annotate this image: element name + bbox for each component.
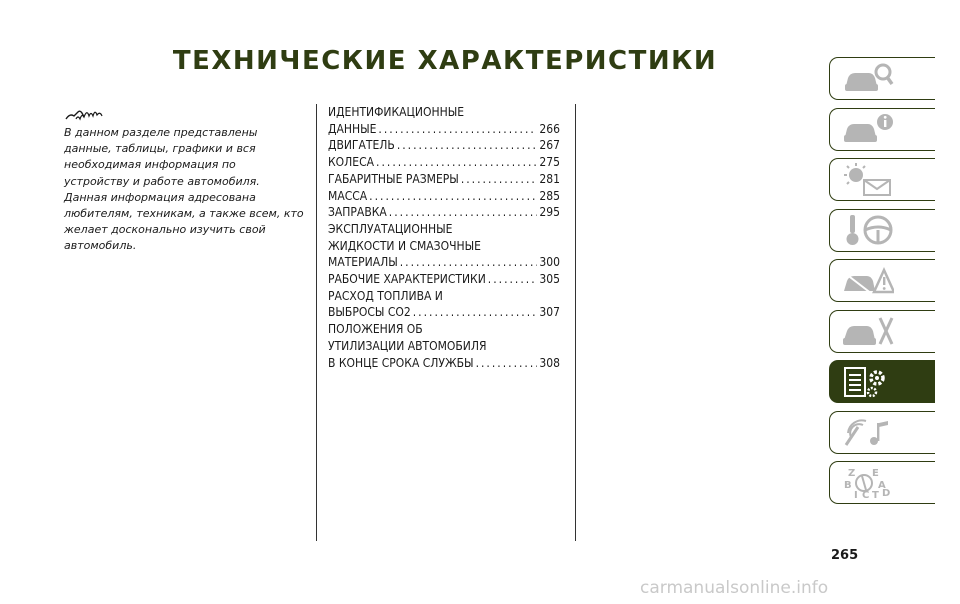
tab-key-steering[interactable] <box>829 209 935 252</box>
toc-dot-leader <box>413 304 538 321</box>
chapter-tabs <box>829 57 935 512</box>
toc-entry[interactable] <box>328 154 560 171</box>
toc-dot-leader <box>397 137 538 154</box>
toc-entry-label-line: ЖИДКОСТИ И СМАЗОЧНЫЕ <box>328 238 481 253</box>
toc-entry[interactable] <box>328 137 560 154</box>
toc-dot-leader <box>400 254 538 271</box>
toc-dot-leader <box>376 154 537 171</box>
toc-entry-label-line: ИДЕНТИФИКАЦИОННЫЕ <box>328 105 465 119</box>
toc-page-number: 308 <box>539 355 560 370</box>
toc-entry-label-line: ЭКСПЛУАТАЦИОННЫЕ <box>328 221 453 236</box>
toc-page-number: 266 <box>539 121 560 136</box>
toc-entry[interactable] <box>328 321 560 371</box>
toc-entry[interactable] <box>328 204 560 221</box>
handwriting-hand-icon <box>64 104 112 122</box>
section-intro-text: В данном разделе представлены данные, таблицы, графики и вся необходимая информация по устройству и работе автомобиля. Данная информация адресована любителям, техникам, а также всем, кто желает досконально изучить свой автомобиль. <box>64 126 304 253</box>
toc-entry-label: МАТЕРИАЛЫ <box>328 255 398 270</box>
toc-dot-leader <box>369 188 537 205</box>
toc-entry-label: РАБОЧИЕ ХАРАКТЕРИСТИКИ <box>328 272 486 287</box>
alphabetical-index-icon <box>842 466 894 500</box>
tab-multimedia[interactable] <box>829 411 935 454</box>
multimedia-music-icon <box>842 415 894 449</box>
svg-text:A: A <box>878 479 886 491</box>
table-of-contents <box>328 104 560 371</box>
car-accident-warning-icon <box>842 264 894 298</box>
svg-text:Z: Z <box>848 467 856 479</box>
tab-alphabetical-index[interactable] <box>829 461 935 504</box>
tech-specs-gear-icon <box>842 365 894 399</box>
column-divider-left <box>316 104 317 541</box>
tab-car-search[interactable] <box>829 57 935 100</box>
car-info-icon <box>842 112 894 146</box>
key-steering-wheel-icon <box>842 213 894 247</box>
svg-text:C: C <box>862 489 870 500</box>
toc-page-number: 267 <box>539 138 560 153</box>
toc-entry-label: ДАННЫЕ <box>328 121 377 136</box>
warning-lights-message-icon <box>842 163 894 197</box>
svg-text:I: I <box>854 489 858 500</box>
toc-entry-label: ВЫБРОСЫ CO2 <box>328 305 411 320</box>
toc-page-number: 305 <box>539 272 560 287</box>
toc-page-number: 300 <box>539 255 560 270</box>
toc-dot-leader <box>461 171 538 188</box>
tab-car-accident[interactable] <box>829 259 935 302</box>
toc-page-number: 281 <box>539 171 560 186</box>
toc-page-number: 295 <box>539 205 560 220</box>
toc-entry[interactable] <box>328 171 560 188</box>
toc-page-number: 307 <box>539 305 560 320</box>
toc-dot-leader <box>378 121 537 138</box>
tab-warning-lights[interactable] <box>829 158 935 201</box>
svg-text:E: E <box>872 467 879 479</box>
svg-text:B: B <box>844 479 852 491</box>
toc-entry[interactable] <box>328 104 560 137</box>
toc-entry-label-line: ПОЛОЖЕНИЯ ОБ <box>328 322 423 337</box>
toc-entry-label: ДВИГАТЕЛЬ <box>328 138 395 153</box>
toc-entry-label: ГАБАРИТНЫЕ РАЗМЕРЫ <box>328 171 459 186</box>
toc-entry-label-line: УТИЛИЗАЦИИ АВТОМОБИЛЯ <box>328 338 487 353</box>
car-service-tools-icon <box>842 314 894 348</box>
toc-entry[interactable] <box>328 271 560 288</box>
svg-text:D: D <box>882 487 891 499</box>
toc-entry[interactable] <box>328 288 560 321</box>
toc-entry-label: КОЛЕСА <box>328 155 375 170</box>
page-number: 265 <box>831 548 859 563</box>
toc-entry-label: В КОНЦЕ СРОКА СЛУЖБЫ <box>328 355 474 370</box>
svg-text:T: T <box>872 489 879 500</box>
toc-entry-label-line: РАСХОД ТОПЛИВА И <box>328 288 443 303</box>
car-search-icon <box>842 62 894 96</box>
tab-car-info[interactable] <box>829 108 935 151</box>
toc-dot-leader <box>476 355 538 372</box>
toc-page-number: 275 <box>539 155 560 170</box>
toc-entry-label: ЗАПРАВКА <box>328 205 387 220</box>
tab-tech-specs[interactable] <box>829 360 935 403</box>
toc-entry[interactable] <box>328 221 560 271</box>
toc-page-number: 285 <box>539 188 560 203</box>
toc-entry[interactable] <box>328 188 560 205</box>
column-divider-right <box>575 104 576 541</box>
toc-dot-leader <box>389 204 538 221</box>
tab-car-service[interactable] <box>829 310 935 353</box>
toc-entry-label: МАССА <box>328 188 368 203</box>
toc-dot-leader <box>488 271 538 288</box>
watermark-text: carmanualsonline.info <box>640 578 829 598</box>
page-title: ТЕХНИЧЕСКИЕ ХАРАКТЕРИСТИКИ <box>172 46 718 76</box>
